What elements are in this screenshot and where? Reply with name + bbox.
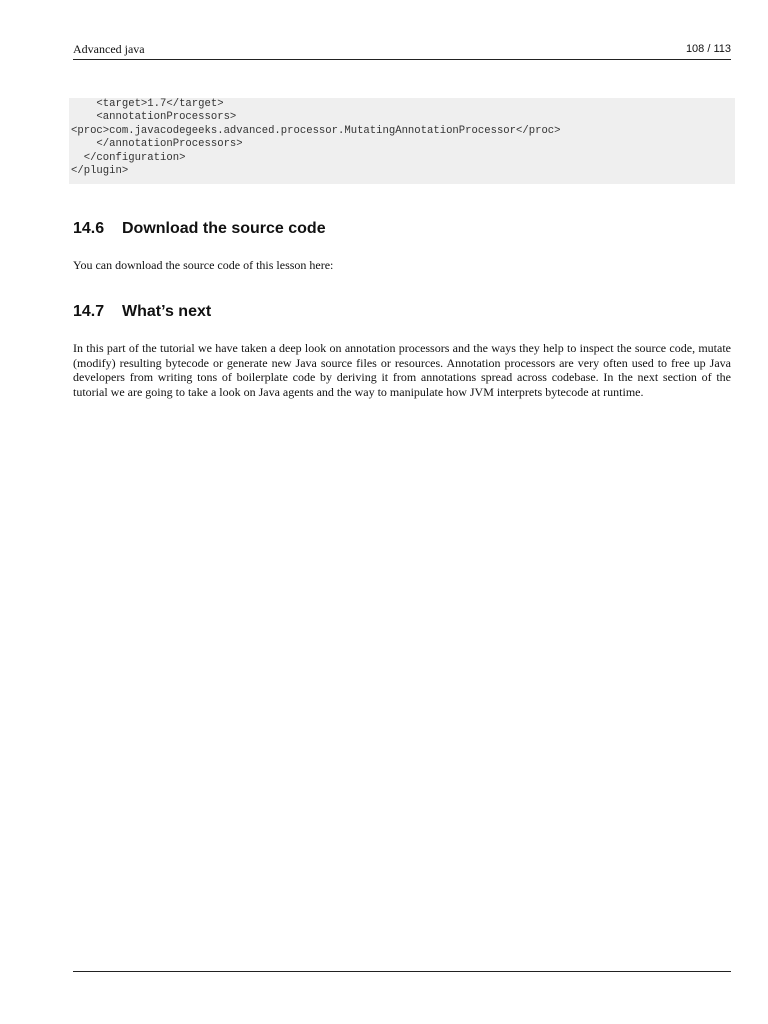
- section-heading-whats-next: [73, 302, 211, 322]
- section-paragraph-whats-next: In this part of the tutorial we have taken a deep look on annotation processors and the ways they help to inspect the source code, mutate (modify) resulting bytecode or generate new Java source files or resources. Annotation processors are very often used to free up Java developers from writing tons of boilerplate code by deriving it from annotations spread across codebase. In the next section of the tutorial we are going to take a look on Java agents and the way to manipulate how JVM interprets bytecode at runtime.: [73, 341, 731, 399]
- code-text: <target>1.7</target> <annotationProcessors> <proc>com.javacodegeeks.advanced.processor.MutatingAnnotationProcessor</proc> </annotationProcessors> </configuration> </plugin>: [71, 98, 561, 178]
- section-number: 14.7: [73, 303, 105, 320]
- footer-rule: [73, 971, 731, 972]
- document-title: Advanced java: [73, 42, 145, 56]
- section-number: 14.6: [73, 220, 105, 237]
- code-listing: [69, 98, 735, 184]
- section-heading-download: [73, 219, 326, 239]
- section-paragraph-download: You can download the source code of this lesson here:: [73, 258, 334, 272]
- section-title: What’s next: [122, 303, 212, 320]
- section-title: Download the source code: [122, 220, 326, 237]
- running-header: [73, 41, 731, 60]
- page-number: 108 / 113: [685, 43, 731, 55]
- document-page: [73, 0, 731, 1024]
